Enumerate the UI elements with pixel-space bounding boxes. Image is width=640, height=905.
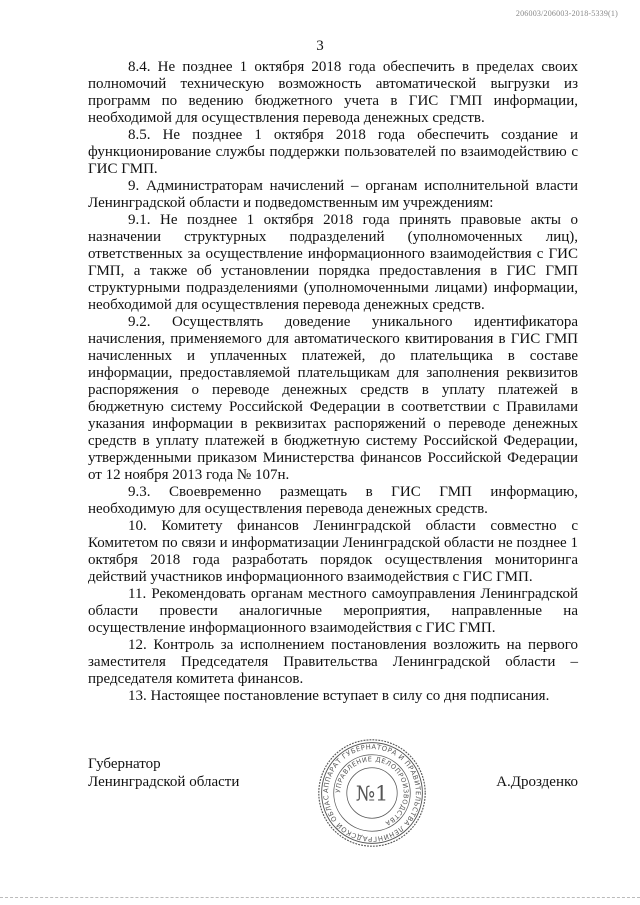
paragraph-12: 12. Контроль за исполнением постановления возложить на первого заместителя Председателя Правительства Ленинградской области – председателя комитета финансов. xyxy=(88,637,578,687)
paragraph-9: 9. Администраторам начислений – органам исполнительной власти Ленинградской области и подведомственным им учреждениям: xyxy=(88,178,578,211)
signatory-title-line2: Ленинградской области xyxy=(88,774,240,790)
document-code: 206003/206003-2018-5339(1) xyxy=(515,9,618,18)
paragraph-8-4: 8.4. Не позднее 1 октября 2018 года обеспечить в пределах своих полномочий техническую возможность автоматической выгрузки из программ по ведению бюджетного учета в ГИС ГМП информации, необходимой для осуществления перевода денежных средств. xyxy=(88,59,578,126)
paragraph-10: 10. Комитету финансов Ленинградской области совместно с Комитетом по связи и информатизации Ленинградской области не позднее 1 октября 2018 года разработать порядок осуществления мониторинга действий участников информационного взаимодействия с ГИС ГМП. xyxy=(88,518,578,585)
paragraph-8-5: 8.5. Не позднее 1 октября 2018 года обеспечить создание и функционирование службы поддержки пользователей по взаимодействию с ГИС ГМП. xyxy=(88,127,578,177)
official-seal-icon xyxy=(316,737,428,849)
paragraph-9-2: 9.2. Осуществлять доведение уникального идентификатора начисления, применяемого для автоматического квитирования в ГИС ГМП начисленных и уплаченных платежей, до плательщика в составе информации, предоставляемой плательщикам для заполнения реквизитов распоряжения о переводе денежных средств в уплату платежей в бюджетную систему Российской Федерации в соответствии с Правилами указания информации в реквизитах распоряжений о переводе денежных средств в уплату платежей в бюджетную систему Российской Федерации, утвержденными приказом Министерства финансов Российской Федерации от 12 ноября 2013 года № 107н. xyxy=(88,314,578,483)
paragraph-9-1: 9.1. Не позднее 1 октября 2018 года принять правовые акты о назначении структурных подразделений (уполномоченных лиц), ответственных за осуществление информационного взаимодействия с ГИС ГМП, а также об установлении порядка предоставления в ГИС ГМП структурными подразделениями (уполномоченными лицами) информации, необходимой для осуществления перевода денежных средств. xyxy=(88,212,578,313)
paragraph-11: 11. Рекомендовать органам местного самоуправления Ленинградской области провести аналогичные мероприятия, направленные на осуществление информационного взаимодействия с ГИС ГМП. xyxy=(88,586,578,636)
paragraph-9-3: 9.3. Своевременно размещать в ГИС ГМП информацию, необходимую для осуществления перевода денежных средств. xyxy=(88,484,578,517)
page-number: 3 xyxy=(316,38,324,54)
signature-block xyxy=(88,743,578,865)
bottom-rule xyxy=(0,897,640,899)
seal-outer-text: АППАРАТ ГУБЕРНАТОРА И ПРАВИТЕЛЬСТВА ЛЕНИНГРАДСКОЙ ОБЛАС xyxy=(322,743,422,843)
signatory-title-line1: Губернатор xyxy=(88,756,161,772)
document-body xyxy=(88,59,578,705)
seal-inner-text: УПРАВЛЕНИЕ ДЕЛОПРОИЗВОДСТВА xyxy=(334,755,410,828)
paragraph-13: 13. Настоящее постановление вступает в силу со дня подписания. xyxy=(128,688,550,704)
signatory-title xyxy=(88,755,239,791)
signatory-name: А.Дрозденко xyxy=(496,774,578,790)
seal-graphic xyxy=(316,737,428,849)
seal-center-text: №1 xyxy=(355,781,389,806)
